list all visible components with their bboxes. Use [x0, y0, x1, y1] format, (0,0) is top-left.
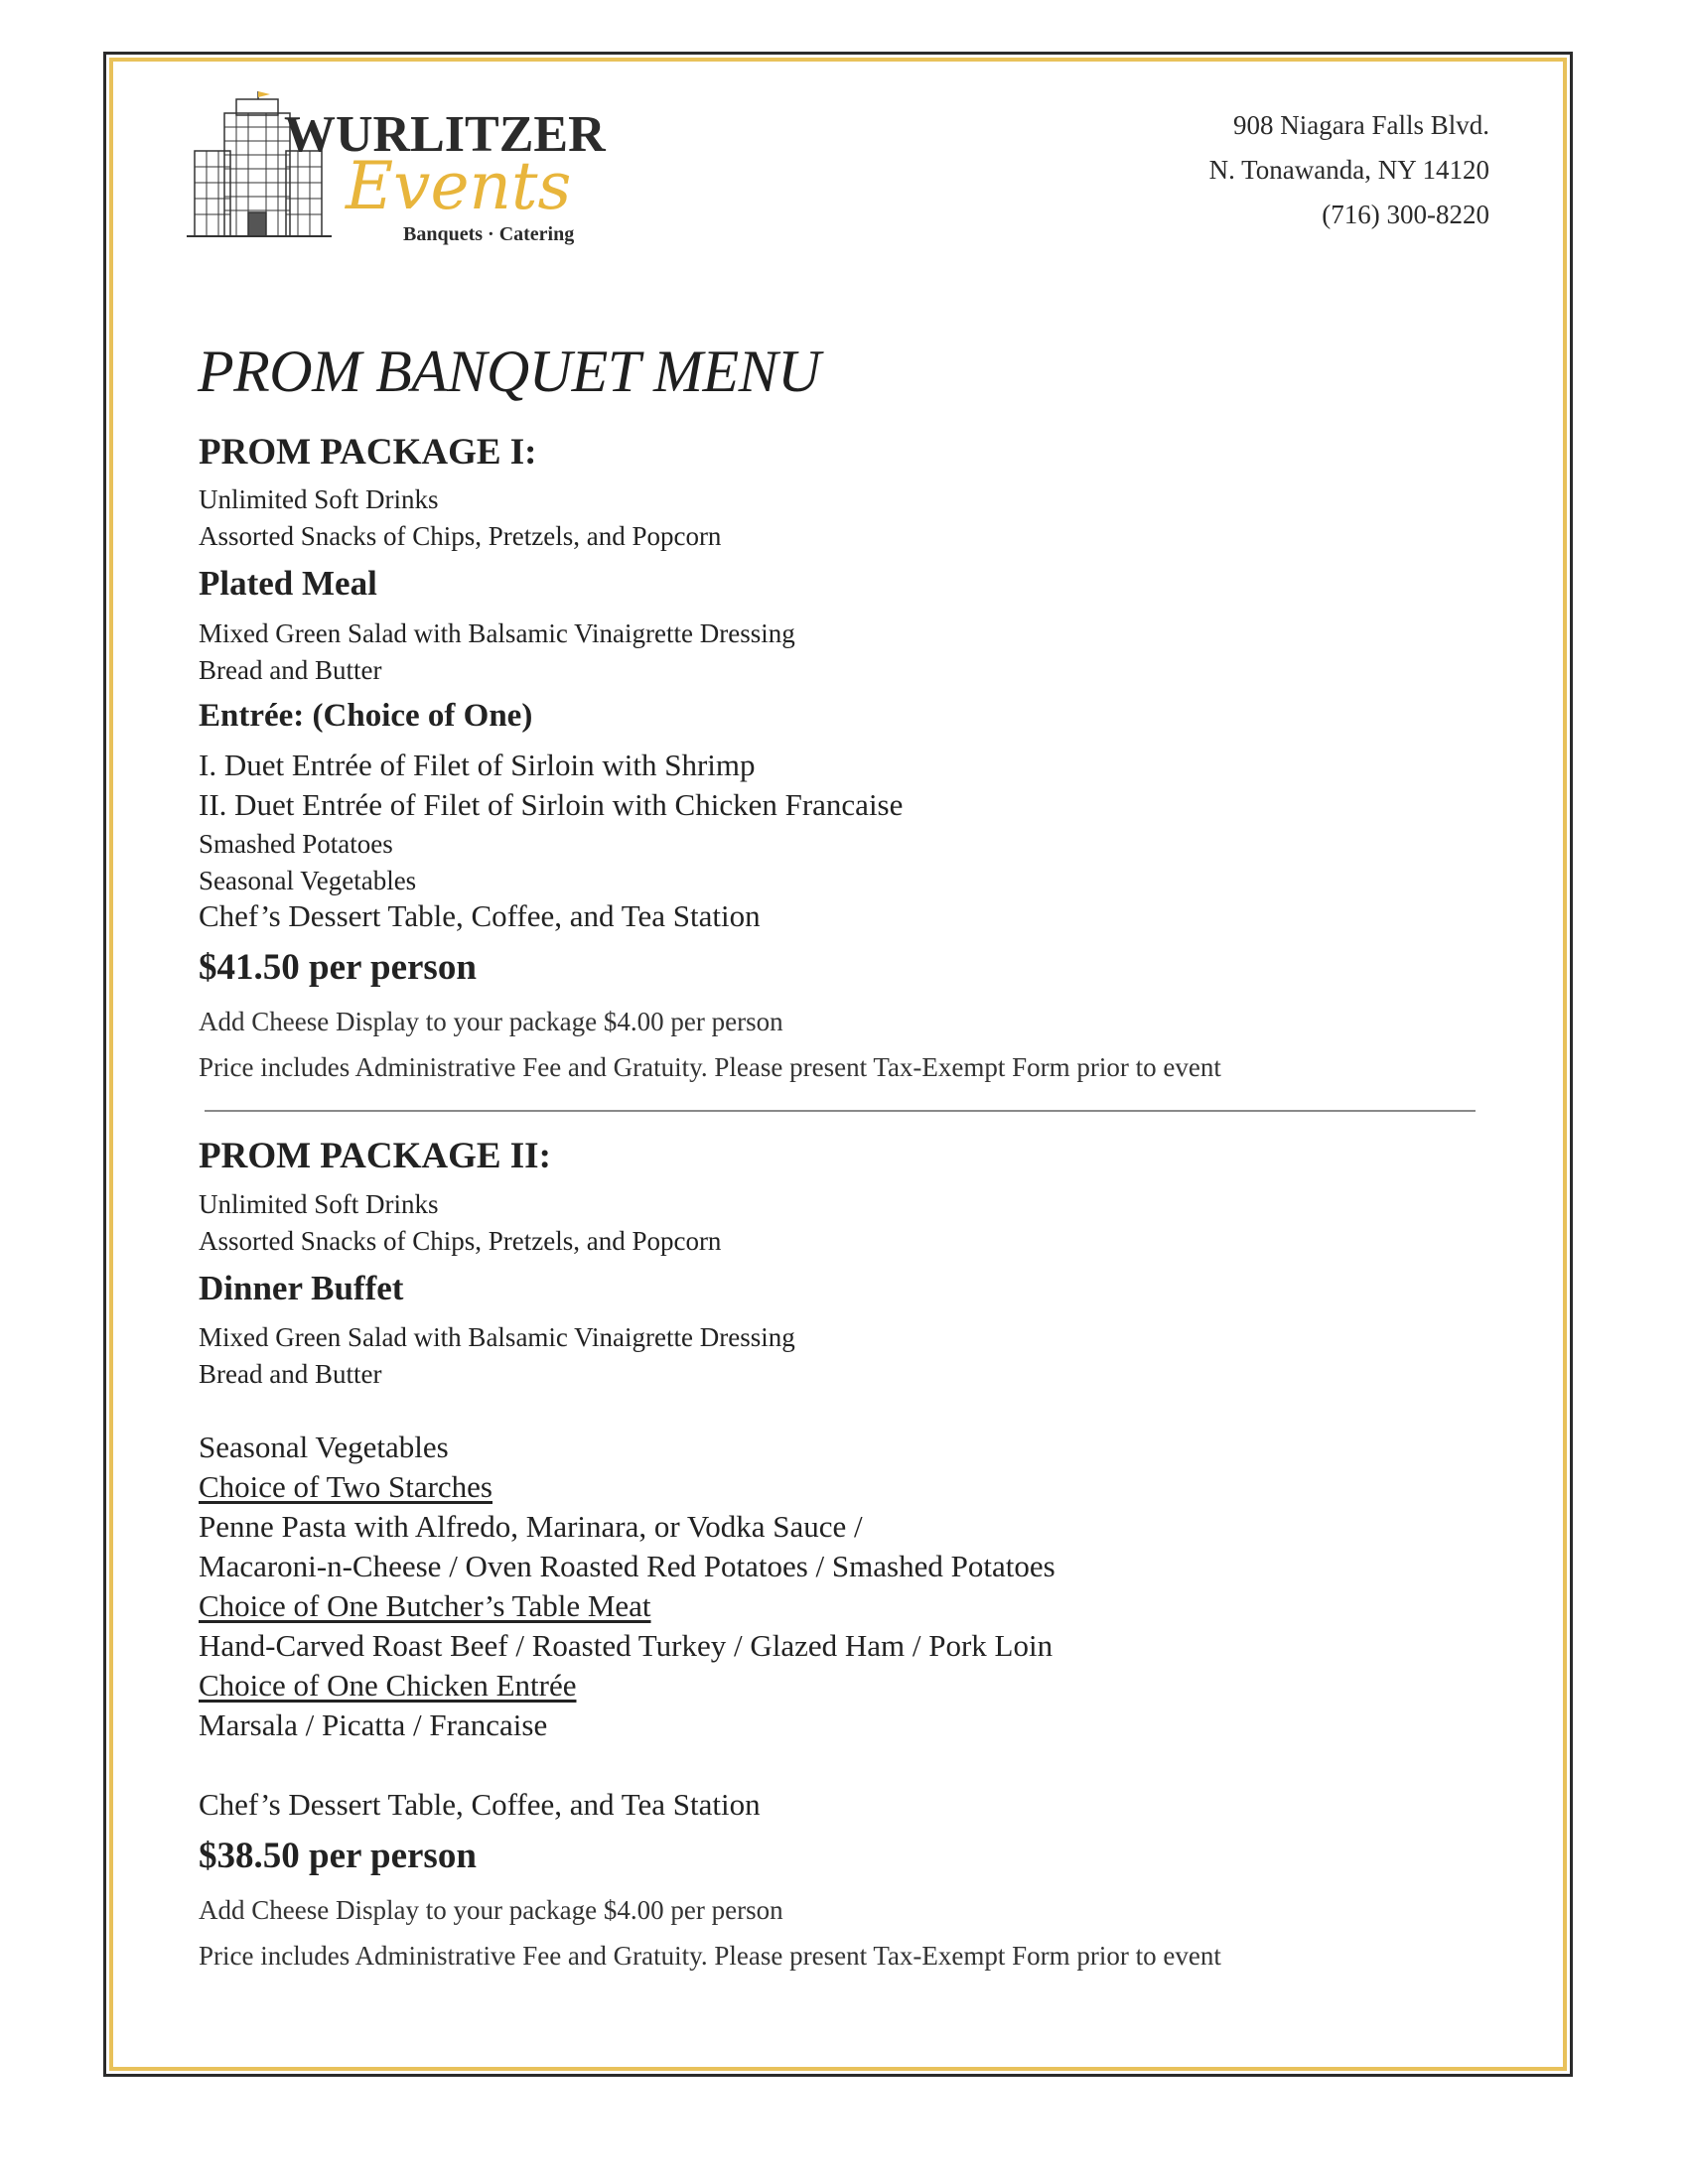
package-2-intro-item: Unlimited Soft Drinks: [199, 1189, 439, 1219]
package-2-starch-options: Penne Pasta with Alfredo, Marinara, or Vodka Sauce /: [199, 1509, 863, 1544]
wurlitzer-logo: [187, 91, 633, 250]
package-1-heading: PROM PACKAGE I:: [199, 432, 537, 473]
package-2-starch-options: Macaroni-n-Cheese / Oven Roasted Red Potatoes / Smashed Potatoes: [199, 1549, 1055, 1583]
package-1-intro-item: Unlimited Soft Drinks: [199, 484, 439, 514]
logo-wordmark: WURLITZER: [284, 106, 606, 163]
package-2-vegetables: Seasonal Vegetables: [199, 1430, 449, 1464]
section-divider: [205, 1110, 1476, 1112]
package-2-meal-heading: Dinner Buffet: [199, 1269, 404, 1307]
package-1-price: $41.50 per person: [199, 947, 477, 988]
package-1-note: Price includes Administrative Fee and Gratuity. Please present Tax-Exempt Form prior to event: [199, 1052, 1221, 1082]
address-phone: (716) 300-8220: [1322, 200, 1489, 229]
package-1-meal-item: Bread and Butter: [199, 655, 382, 685]
address-city: N. Tonawanda, NY 14120: [1208, 155, 1489, 185]
package-1-entree-heading: Entrée: (Choice of One): [199, 698, 533, 734]
package-1-addon: Add Cheese Display to your package $4.00 per person: [199, 1007, 783, 1036]
package-1-side: Smashed Potatoes: [199, 829, 393, 859]
package-1-dessert: Chef’s Dessert Table, Coffee, and Tea Station: [199, 898, 761, 933]
package-1-meal-heading: Plated Meal: [199, 564, 377, 603]
package-2-meal-item: Bread and Butter: [199, 1359, 382, 1389]
package-2-heading: PROM PACKAGE II:: [199, 1136, 551, 1176]
package-2-chicken-options: Marsala / Picatta / Francaise: [199, 1707, 548, 1742]
address-block: [1209, 103, 1489, 237]
package-2-dessert: Chef’s Dessert Table, Coffee, and Tea Station: [199, 1787, 761, 1822]
package-2-note: Price includes Administrative Fee and Gratuity. Please present Tax-Exempt Form prior to event: [199, 1941, 1221, 1971]
package-2-addon: Add Cheese Display to your package $4.00 per person: [199, 1895, 783, 1925]
page-title: PROM BANQUET MENU: [198, 339, 821, 404]
logo-tagline: Banquets · Catering: [403, 223, 575, 245]
package-1-entree-option: II. Duet Entrée of Filet of Sirloin with Chicken Francaise: [199, 787, 904, 822]
package-2-meat-options: Hand-Carved Roast Beef / Roasted Turkey / Glazed Ham / Pork Loin: [199, 1628, 1054, 1663]
package-1-intro-item: Assorted Snacks of Chips, Pretzels, and Popcorn: [199, 521, 722, 551]
package-2-chicken-heading: Choice of One Chicken Entrée: [199, 1668, 577, 1703]
package-2-meat-heading: Choice of One Butcher’s Table Meat: [199, 1588, 651, 1623]
package-1-meal-item: Mixed Green Salad with Balsamic Vinaigrette Dressing: [199, 618, 795, 648]
package-1-side: Seasonal Vegetables: [199, 866, 417, 895]
package-2-starch-heading: Choice of Two Starches: [199, 1469, 492, 1504]
package-2-meal-item: Mixed Green Salad with Balsamic Vinaigrette Dressing: [199, 1322, 795, 1352]
package-2-price: $38.50 per person: [199, 1836, 477, 1876]
package-2-intro-item: Assorted Snacks of Chips, Pretzels, and Popcorn: [199, 1226, 722, 1256]
address-street: 908 Niagara Falls Blvd.: [1233, 110, 1489, 140]
logo-script: Events: [346, 148, 572, 224]
package-1-entree-option: I. Duet Entrée of Filet of Sirloin with Shrimp: [199, 748, 756, 782]
